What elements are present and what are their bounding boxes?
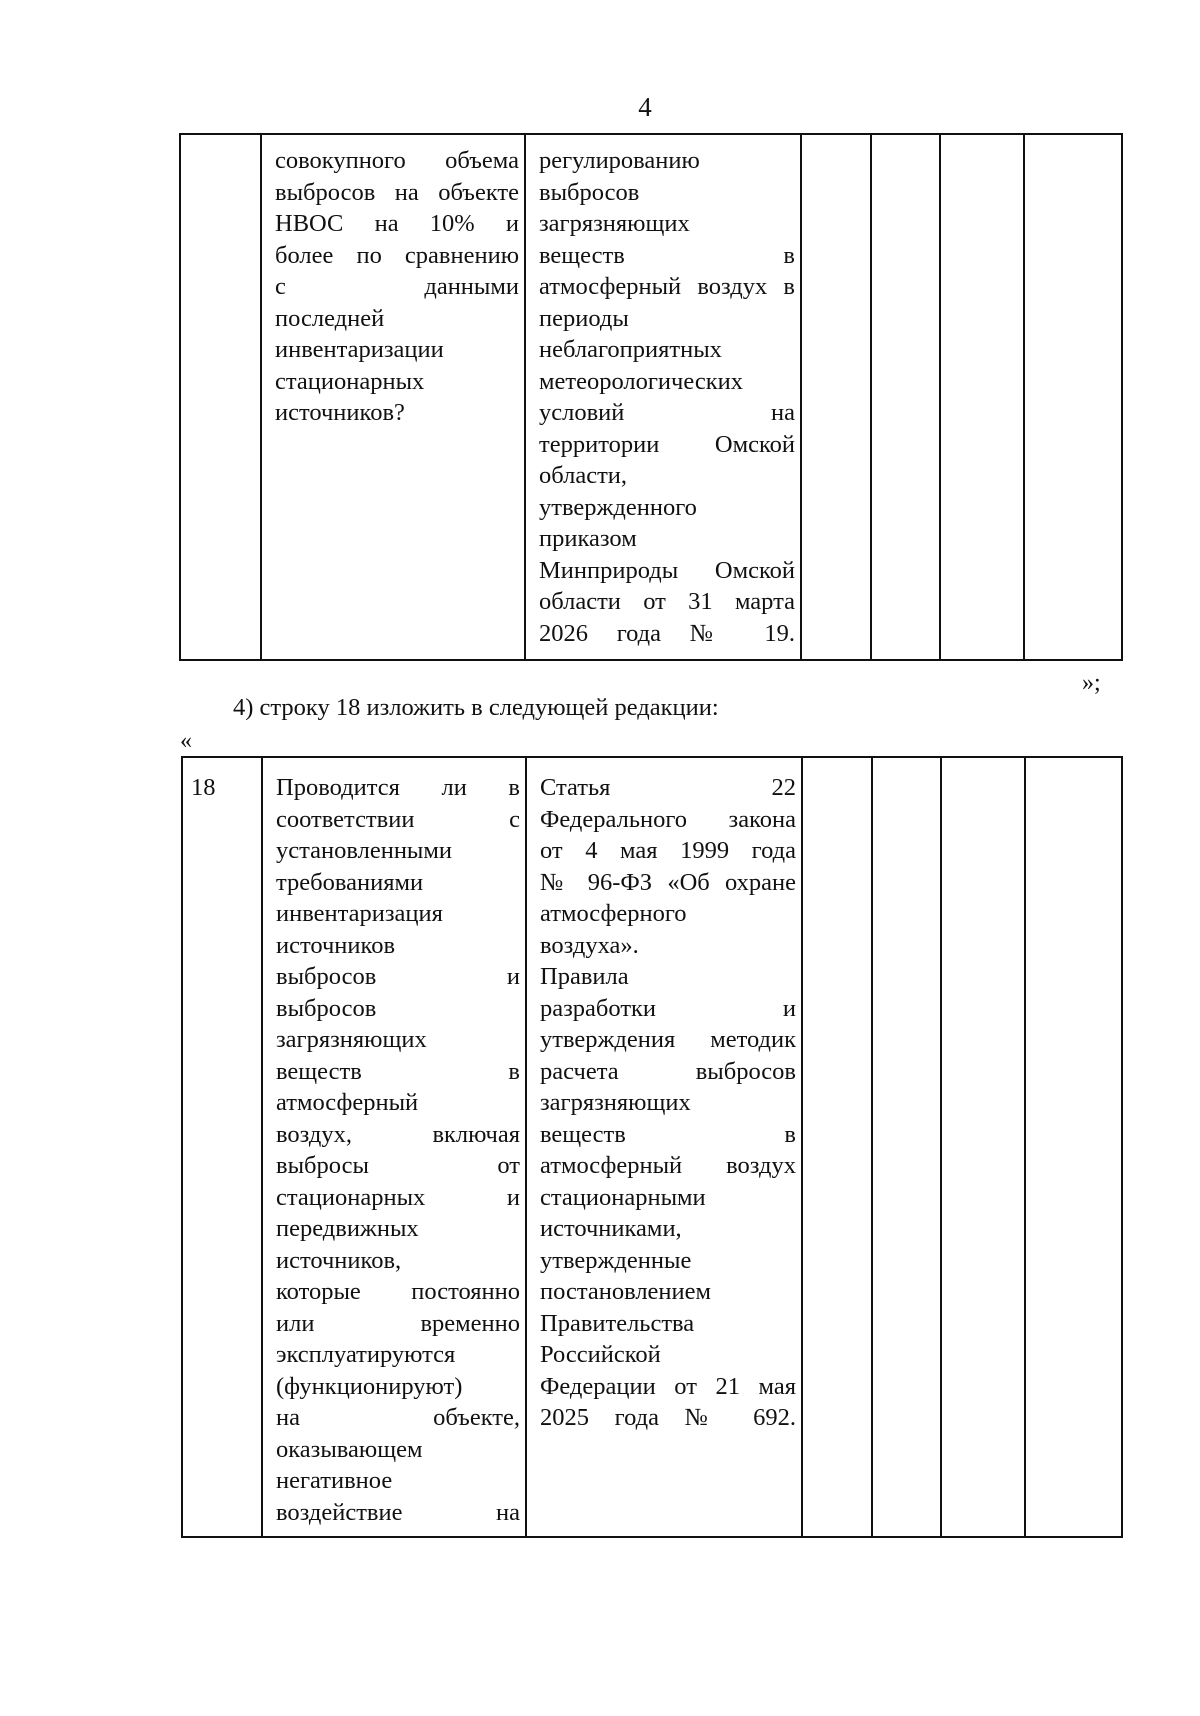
text-line: разработки и xyxy=(540,994,796,1022)
closing-quote: »; xyxy=(1082,670,1101,696)
text-line: области от 31 марта xyxy=(539,588,795,615)
text-line: стационарных xyxy=(275,367,425,395)
text-line: Федерального закона xyxy=(540,805,796,833)
cell-legal-basis xyxy=(525,134,801,660)
text-line: расчета выбросов xyxy=(540,1057,796,1085)
cell-empty xyxy=(871,134,940,660)
page-number: 4 xyxy=(638,92,652,122)
text-line: веществ в xyxy=(276,1057,520,1085)
text-line: или временно xyxy=(276,1309,520,1337)
row-number: 18 xyxy=(191,774,216,801)
cell-number-empty xyxy=(180,134,261,660)
text-line: условий на xyxy=(539,399,795,426)
continued-table xyxy=(179,133,1123,661)
text-line: НВОС на 10% и xyxy=(275,210,519,237)
text-line: воздух, включая xyxy=(276,1120,520,1148)
text-line: стационарными xyxy=(540,1183,706,1211)
cell-empty xyxy=(941,757,1025,1537)
text-line: стационарных и xyxy=(276,1183,520,1211)
text-line: на объекте, xyxy=(276,1404,520,1431)
text-line: Правила xyxy=(540,963,629,990)
text-line: которые постоянно xyxy=(276,1278,520,1305)
legal-basis-text xyxy=(526,135,800,649)
text-line: утвержденные xyxy=(540,1246,692,1274)
text-line: инвентаризации xyxy=(275,336,444,363)
cell-empty xyxy=(940,134,1024,660)
cell-empty xyxy=(1025,757,1122,1537)
text-line: веществ в xyxy=(539,241,795,269)
text-line: воздуха». xyxy=(540,931,639,959)
text-line: атмосферного xyxy=(540,900,687,927)
text-line: Правительства xyxy=(540,1309,695,1337)
text-line: № 96-ФЗ «Об охране xyxy=(540,868,796,896)
text-line: установленными xyxy=(276,837,453,864)
text-line: оказывающем xyxy=(276,1435,423,1463)
text-line: приказом xyxy=(539,525,637,552)
text-line: Статья 22 xyxy=(540,774,796,801)
text-line: периоды xyxy=(539,304,629,332)
text-line: выбросов и xyxy=(276,963,520,990)
cell-requirement xyxy=(261,134,525,660)
text-line: утвержденного xyxy=(539,493,697,521)
text-line: инвентаризация xyxy=(276,900,443,927)
text-line: утверждения методик xyxy=(540,1026,796,1053)
text-line: с данными xyxy=(275,273,519,300)
text-line: выбросы от xyxy=(276,1152,520,1179)
cell-empty xyxy=(801,134,871,660)
text-line: эксплуатируются xyxy=(276,1341,456,1368)
requirement-text xyxy=(262,135,524,429)
cell-empty xyxy=(1024,134,1122,660)
cell-empty xyxy=(872,757,941,1537)
text-line: Федерации от 21 мая xyxy=(540,1372,796,1400)
text-line: загрязняющих xyxy=(539,210,690,237)
text-line: от 4 мая 1999 года xyxy=(540,837,796,864)
text-line: атмосферный воздух в xyxy=(539,273,795,300)
text-line: источников xyxy=(276,931,396,959)
text-line: атмосферный xyxy=(276,1089,419,1116)
text-line: передвижных xyxy=(276,1215,419,1242)
text-line: (функционируют) xyxy=(276,1372,463,1400)
text-line: выбросов xyxy=(276,994,377,1022)
text-line: 2026 года № 19. xyxy=(539,619,795,647)
cell-empty xyxy=(802,757,872,1537)
text-line: источников, xyxy=(276,1246,402,1274)
text-line: постановлением xyxy=(540,1278,712,1305)
text-line: неблагоприятных xyxy=(539,336,722,363)
row-18-table xyxy=(181,756,1123,1538)
text-line: метеорологических xyxy=(539,367,743,395)
text-line: загрязняющих xyxy=(540,1089,691,1116)
amendment-instruction: 4) строку 18 изложить в следующей редакции: xyxy=(233,694,719,721)
cell-requirement xyxy=(262,757,526,1537)
text-line: загрязняющих xyxy=(276,1026,427,1053)
cell-number xyxy=(182,757,262,1537)
text-line: области, xyxy=(539,462,628,489)
text-line: источников? xyxy=(275,399,405,426)
requirement-text xyxy=(263,758,525,1528)
text-line: 2025 года № 692. xyxy=(540,1404,796,1431)
text-line: Минприроды Омской xyxy=(539,556,795,584)
text-line: источниками, xyxy=(540,1215,682,1242)
text-line: воздействие на xyxy=(276,1498,520,1526)
text-line: соответствии с xyxy=(276,805,520,833)
table-row xyxy=(180,134,1122,660)
table-row xyxy=(182,757,1122,1537)
text-line: регулированию xyxy=(539,147,700,174)
text-line: атмосферный воздух xyxy=(540,1152,796,1179)
text-line: последней xyxy=(275,304,385,332)
text-line: более по сравнению xyxy=(275,241,519,269)
text-line: совокупного объема xyxy=(275,147,519,174)
cell-legal-basis xyxy=(526,757,802,1537)
legal-basis-text xyxy=(527,758,801,1434)
text-line: веществ в xyxy=(540,1120,796,1148)
text-line: выбросов на объекте xyxy=(275,178,519,206)
text-line: Российской xyxy=(540,1341,661,1368)
text-line: требованиями xyxy=(276,868,424,896)
text-line: негативное xyxy=(276,1467,393,1494)
text-line: территории Омской xyxy=(539,430,795,458)
opening-quote: « xyxy=(180,728,192,754)
text-line: Проводится ли в xyxy=(276,774,520,801)
text-line: выбросов xyxy=(539,178,640,206)
